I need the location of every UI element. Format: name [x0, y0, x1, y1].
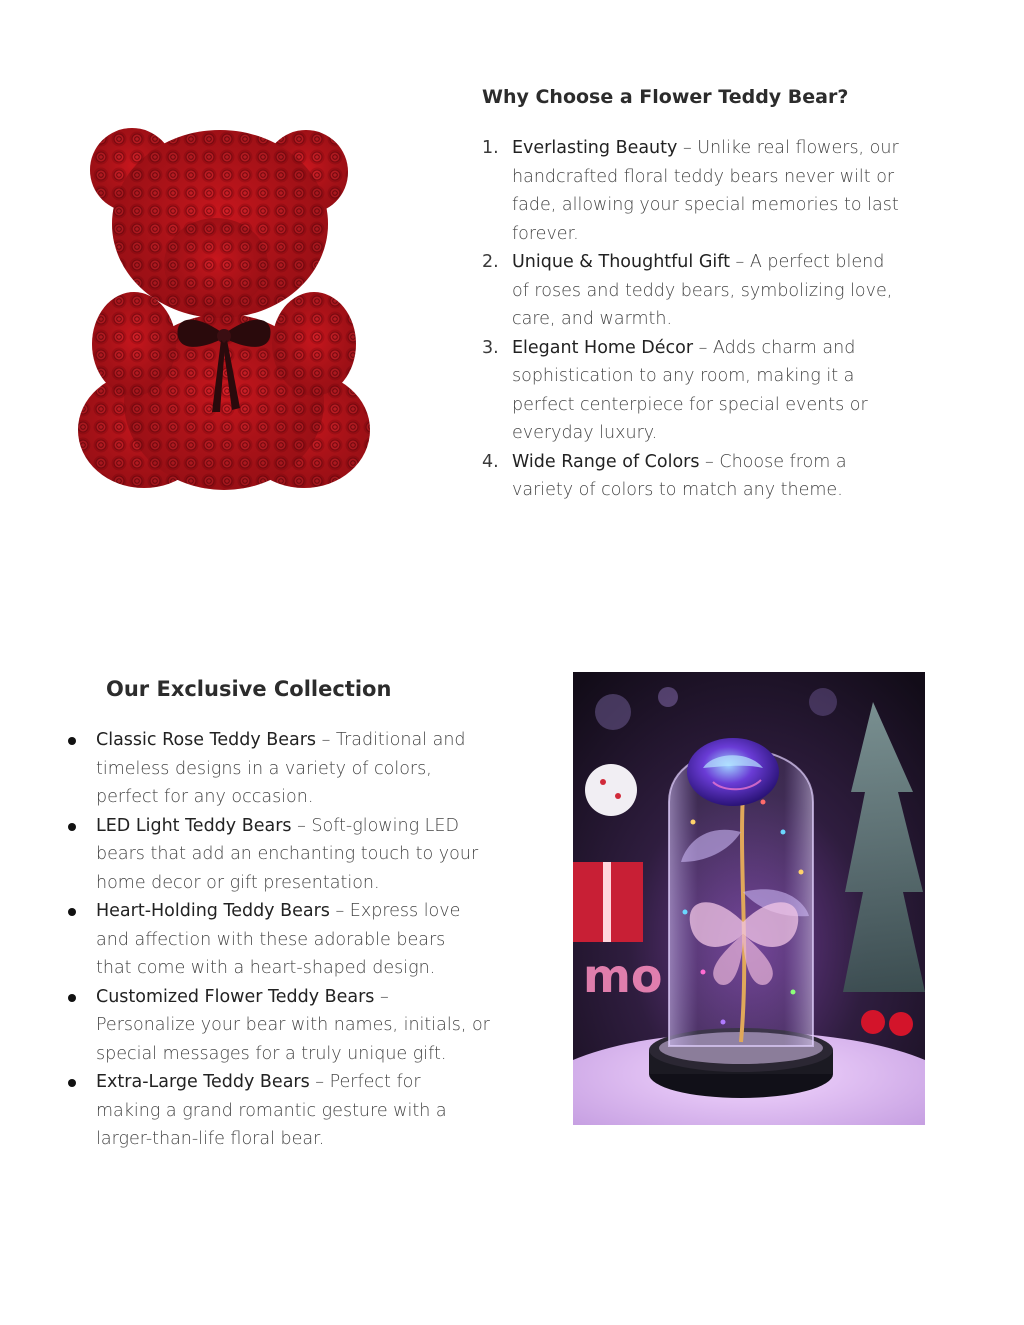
bullet-icon: [68, 908, 76, 916]
item-title: Classic Rose Teddy Bears: [96, 730, 317, 750]
item-desc: – A perfect blend: [729, 252, 885, 272]
list-line: [96, 812, 534, 841]
bullet-icon: [68, 994, 76, 1002]
item-title: Customized Flower Teddy Bears: [96, 986, 375, 1007]
list-line: handcrafted floral teddy bears never wilt or: [512, 166, 895, 187]
item-desc: – Perfect for: [309, 1072, 421, 1092]
list-line: that come with a heart-shaped design.: [96, 958, 436, 978]
item-title: Heart-Holding Teddy Bears: [96, 901, 330, 921]
list-line: [96, 726, 534, 755]
collection-section: [64, 674, 534, 1154]
list-line: perfect for any occasion.: [96, 787, 314, 807]
list-line: timeless designs in a variety of colors,: [96, 758, 432, 779]
item-title: Wide Range of Colors: [512, 451, 700, 472]
item-desc: – Unlike real flowers, our: [677, 138, 899, 158]
svg-text:mo: mo: [583, 949, 663, 1003]
list-line: perfect centerpiece for special events or: [512, 394, 868, 415]
list-line: care, and warmth.: [512, 309, 673, 329]
list-number: 1.: [482, 138, 499, 158]
bullet-icon: [68, 1079, 76, 1087]
list-line: [96, 1068, 534, 1097]
list-item: [64, 726, 534, 812]
item-title: Extra-Large Teddy Bears: [96, 1072, 310, 1092]
list-line: of roses and teddy bears, symbolizing love,: [512, 280, 893, 301]
list-line: special messages for a truly unique gift.: [96, 1043, 447, 1064]
item-desc: – Choose from a: [699, 451, 847, 472]
list-line: [96, 897, 534, 926]
list-line: fade, allowing your special memories to last: [512, 195, 899, 215]
list-number: 2.: [482, 252, 499, 272]
list-number: 3.: [482, 337, 499, 358]
list-line: Personalize your bear with names, initials, or: [96, 1015, 490, 1035]
list-item: [482, 334, 952, 448]
list-number: 4.: [482, 451, 499, 472]
galaxy-rose-lamp-icon: [573, 672, 925, 1125]
list-line: [512, 134, 952, 163]
collection-heading: Our Exclusive Collection: [106, 677, 392, 701]
list-line: variety of colors to match any theme.: [512, 480, 843, 500]
why-choose-heading: Why Choose a Flower Teddy Bear?: [482, 86, 849, 108]
list-item: [482, 448, 952, 505]
list-line: and affection with these adorable bears: [96, 929, 446, 950]
list-item: [64, 812, 534, 898]
bullet-icon: [68, 737, 76, 745]
list-line: [96, 983, 534, 1012]
list-item: [64, 897, 534, 983]
list-line: [512, 248, 952, 277]
list-item: [482, 134, 952, 248]
rose-teddy-bear-image: [74, 112, 374, 496]
item-desc: –: [374, 986, 389, 1007]
list-line: sophistication to any room, making it a: [512, 366, 855, 386]
list-item: [64, 1068, 534, 1154]
collection-list: [64, 726, 534, 1154]
why-choose-section: [482, 84, 952, 505]
item-desc: – Soft-glowing LED: [291, 815, 459, 836]
list-line: [512, 448, 952, 477]
list-line: home decor or gift presentation.: [96, 872, 380, 893]
item-title: Elegant Home Décor: [512, 337, 694, 358]
item-title: Unique & Thoughtful Gift: [512, 252, 730, 272]
list-line: forever.: [512, 223, 579, 244]
list-line: everyday luxury.: [512, 423, 658, 443]
item-desc: – Traditional and: [316, 730, 466, 750]
rose-teddy-bear-icon: [74, 112, 374, 496]
list-line: larger-than-life floral bear.: [96, 1129, 325, 1149]
list-line: [512, 334, 952, 363]
item-desc: – Express love: [329, 901, 461, 921]
list-line: making a grand romantic gesture with a: [96, 1100, 447, 1121]
bullet-icon: [68, 823, 76, 831]
why-choose-list: [482, 134, 952, 505]
item-title: LED Light Teddy Bears: [96, 815, 292, 836]
list-line: bears that add an enchanting touch to your: [96, 844, 479, 864]
galaxy-rose-lamp-image: [573, 672, 925, 1125]
item-desc: – Adds charm and: [693, 337, 856, 358]
item-title: Everlasting Beauty: [512, 138, 678, 158]
list-item: [482, 248, 952, 334]
list-item: [64, 983, 534, 1069]
